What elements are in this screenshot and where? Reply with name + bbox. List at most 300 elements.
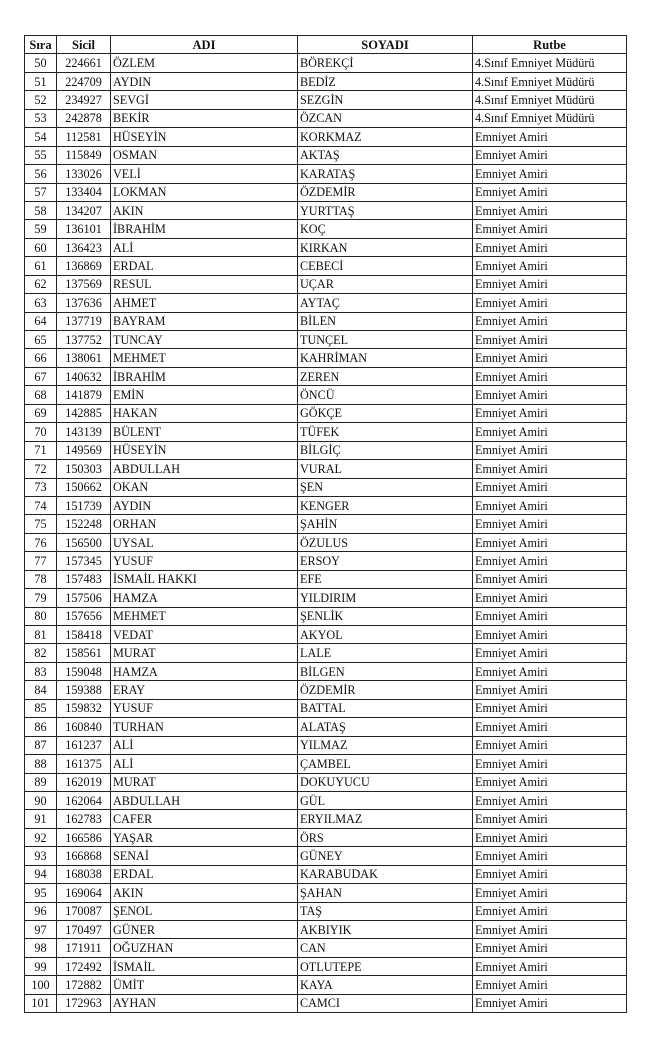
cell-rutbe: Emniyet Amiri [473,773,627,791]
cell-soyadi: ÖRS [298,828,473,846]
cell-soyadi: BİLEN [298,312,473,330]
cell-adi: ÖZLEM [111,54,298,72]
cell-sira: 69 [25,404,57,422]
cell-soyadi: AKTAŞ [298,146,473,164]
cell-sira: 89 [25,773,57,791]
cell-rutbe: Emniyet Amiri [473,238,627,256]
cell-sicil: 159388 [57,681,111,699]
cell-rutbe: Emniyet Amiri [473,423,627,441]
cell-sira: 87 [25,736,57,754]
cell-sicil: 162019 [57,773,111,791]
cell-rutbe: Emniyet Amiri [473,755,627,773]
table-row [25,423,627,441]
cell-adi: BAYRAM [111,312,298,330]
cell-soyadi: AKYOL [298,626,473,644]
cell-sira: 91 [25,810,57,828]
table-row [25,201,627,219]
cell-sira: 82 [25,644,57,662]
cell-adi: AYDIN [111,496,298,514]
cell-adi: ALİ [111,755,298,773]
cell-rutbe: Emniyet Amiri [473,865,627,883]
table-row [25,755,627,773]
cell-rutbe: Emniyet Amiri [473,165,627,183]
table-row [25,386,627,404]
header-soyadi: SOYADI [298,36,473,54]
cell-sicil: 133026 [57,165,111,183]
table-row [25,828,627,846]
cell-sira: 76 [25,533,57,551]
cell-adi: İSMAİL [111,957,298,975]
cell-soyadi: SEZGİN [298,91,473,109]
personnel-list-page [24,35,627,1013]
cell-sira: 59 [25,220,57,238]
cell-rutbe: Emniyet Amiri [473,921,627,939]
cell-sicil: 158418 [57,626,111,644]
cell-sira: 98 [25,939,57,957]
cell-soyadi: GÜL [298,791,473,809]
cell-sira: 92 [25,828,57,846]
cell-adi: AKIN [111,201,298,219]
cell-sira: 93 [25,847,57,865]
cell-sicil: 170087 [57,902,111,920]
table-row [25,312,627,330]
header-sira: Sıra [25,36,57,54]
cell-rutbe: Emniyet Amiri [473,220,627,238]
cell-adi: AYDIN [111,72,298,90]
cell-sira: 58 [25,201,57,219]
cell-sicil: 140632 [57,367,111,385]
cell-sicil: 137569 [57,275,111,293]
table-row [25,662,627,680]
cell-rutbe: Emniyet Amiri [473,828,627,846]
cell-rutbe: Emniyet Amiri [473,128,627,146]
cell-rutbe: Emniyet Amiri [473,349,627,367]
table-row [25,367,627,385]
cell-soyadi: ERSOY [298,552,473,570]
cell-rutbe: Emniyet Amiri [473,386,627,404]
cell-rutbe: Emniyet Amiri [473,976,627,994]
table-row [25,681,627,699]
cell-adi: TURHAN [111,718,298,736]
table-row [25,165,627,183]
table-row [25,441,627,459]
cell-rutbe: Emniyet Amiri [473,626,627,644]
cell-adi: HAMZA [111,589,298,607]
cell-adi: HÜSEYİN [111,128,298,146]
cell-rutbe: Emniyet Amiri [473,791,627,809]
cell-rutbe: Emniyet Amiri [473,257,627,275]
cell-sira: 54 [25,128,57,146]
cell-sira: 50 [25,54,57,72]
cell-adi: İBRAHİM [111,220,298,238]
cell-sicil: 161375 [57,755,111,773]
cell-sicil: 137719 [57,312,111,330]
cell-sira: 66 [25,349,57,367]
cell-rutbe: Emniyet Amiri [473,312,627,330]
cell-adi: YUSUF [111,699,298,717]
cell-adi: TUNCAY [111,331,298,349]
cell-adi: HÜSEYİN [111,441,298,459]
cell-rutbe: Emniyet Amiri [473,331,627,349]
cell-adi: AHMET [111,294,298,312]
cell-rutbe: Emniyet Amiri [473,552,627,570]
cell-sira: 81 [25,626,57,644]
table-row [25,515,627,533]
cell-sira: 56 [25,165,57,183]
cell-sira: 83 [25,662,57,680]
cell-sira: 68 [25,386,57,404]
cell-sira: 65 [25,331,57,349]
table-row [25,847,627,865]
table-row [25,257,627,275]
cell-sicil: 115849 [57,146,111,164]
cell-sira: 53 [25,109,57,127]
cell-sira: 80 [25,607,57,625]
cell-adi: ERDAL [111,865,298,883]
cell-soyadi: ÖNCÜ [298,386,473,404]
cell-adi: YUSUF [111,552,298,570]
table-row [25,939,627,957]
cell-soyadi: OTLUTEPE [298,957,473,975]
table-row [25,902,627,920]
cell-sicil: 138061 [57,349,111,367]
table-row [25,496,627,514]
cell-adi: ŞENOL [111,902,298,920]
cell-sira: 60 [25,238,57,256]
table-row [25,460,627,478]
cell-soyadi: GÜNEY [298,847,473,865]
cell-adi: MURAT [111,644,298,662]
cell-sicil: 137636 [57,294,111,312]
cell-rutbe: 4.Sınıf Emniyet Müdürü [473,54,627,72]
cell-sira: 95 [25,884,57,902]
cell-soyadi: ÖZULUS [298,533,473,551]
cell-sicil: 136423 [57,238,111,256]
cell-sira: 52 [25,91,57,109]
cell-adi: ABDULLAH [111,460,298,478]
table-row [25,478,627,496]
cell-adi: AKIN [111,884,298,902]
cell-sira: 99 [25,957,57,975]
cell-sira: 101 [25,994,57,1012]
cell-sira: 55 [25,146,57,164]
cell-soyadi: TUNÇEL [298,331,473,349]
cell-rutbe: Emniyet Amiri [473,589,627,607]
cell-sira: 64 [25,312,57,330]
cell-sira: 74 [25,496,57,514]
cell-sicil: 171911 [57,939,111,957]
cell-rutbe: Emniyet Amiri [473,699,627,717]
cell-adi: BÜLENT [111,423,298,441]
cell-adi: ABDULLAH [111,791,298,809]
table-row [25,72,627,90]
cell-rutbe: Emniyet Amiri [473,570,627,588]
cell-rutbe: Emniyet Amiri [473,939,627,957]
cell-sicil: 172882 [57,976,111,994]
cell-adi: RESUL [111,275,298,293]
table-row [25,957,627,975]
cell-adi: ÜMİT [111,976,298,994]
cell-adi: OĞUZHAN [111,939,298,957]
cell-adi: UYSAL [111,533,298,551]
cell-rutbe: Emniyet Amiri [473,662,627,680]
cell-sira: 94 [25,865,57,883]
cell-adi: BEKİR [111,109,298,127]
cell-sicil: 158561 [57,644,111,662]
cell-adi: İSMAİL HAKKI [111,570,298,588]
table-row [25,865,627,883]
cell-rutbe: Emniyet Amiri [473,994,627,1012]
cell-sicil: 162064 [57,791,111,809]
cell-sira: 73 [25,478,57,496]
cell-sicil: 160840 [57,718,111,736]
cell-sicil: 134207 [57,201,111,219]
cell-soyadi: ÖZDEMİR [298,183,473,201]
cell-adi: EMİN [111,386,298,404]
cell-sicil: 133404 [57,183,111,201]
table-row [25,404,627,422]
cell-sicil: 150303 [57,460,111,478]
table-row [25,718,627,736]
table-row [25,921,627,939]
cell-soyadi: CEBECİ [298,257,473,275]
cell-rutbe: Emniyet Amiri [473,681,627,699]
cell-sicil: 166586 [57,828,111,846]
cell-rutbe: Emniyet Amiri [473,884,627,902]
cell-soyadi: ÇAMBEL [298,755,473,773]
cell-rutbe: Emniyet Amiri [473,607,627,625]
table-row [25,109,627,127]
cell-soyadi: KARATAŞ [298,165,473,183]
table-row [25,644,627,662]
cell-adi: MEHMET [111,607,298,625]
cell-sira: 70 [25,423,57,441]
cell-soyadi: CAN [298,939,473,957]
cell-soyadi: CAMCI [298,994,473,1012]
cell-soyadi: YILMAZ [298,736,473,754]
cell-soyadi: KIRKAN [298,238,473,256]
cell-sicil: 152248 [57,515,111,533]
cell-rutbe: Emniyet Amiri [473,515,627,533]
cell-sicil: 157506 [57,589,111,607]
table-header-row [25,36,627,54]
cell-sicil: 162783 [57,810,111,828]
cell-sicil: 172963 [57,994,111,1012]
cell-sira: 79 [25,589,57,607]
cell-rutbe: Emniyet Amiri [473,957,627,975]
cell-adi: SENAİ [111,847,298,865]
table-row [25,699,627,717]
cell-sicil: 166868 [57,847,111,865]
cell-adi: ALİ [111,736,298,754]
cell-rutbe: Emniyet Amiri [473,533,627,551]
cell-sicil: 157345 [57,552,111,570]
cell-soyadi: ŞAHAN [298,884,473,902]
cell-sicil: 137752 [57,331,111,349]
cell-sicil: 159832 [57,699,111,717]
cell-sira: 67 [25,367,57,385]
cell-sicil: 112581 [57,128,111,146]
cell-sira: 90 [25,791,57,809]
cell-sicil: 242878 [57,109,111,127]
cell-adi: ERDAL [111,257,298,275]
cell-soyadi: ERYILMAZ [298,810,473,828]
cell-sicil: 234927 [57,91,111,109]
cell-soyadi: TAŞ [298,902,473,920]
table-row [25,183,627,201]
personnel-table [24,35,627,1013]
cell-sicil: 151739 [57,496,111,514]
cell-sira: 86 [25,718,57,736]
table-row [25,626,627,644]
cell-soyadi: KORKMAZ [298,128,473,146]
cell-sicil: 150662 [57,478,111,496]
cell-sira: 57 [25,183,57,201]
cell-adi: VELİ [111,165,298,183]
cell-rutbe: Emniyet Amiri [473,847,627,865]
cell-sicil: 169064 [57,884,111,902]
table-row [25,884,627,902]
table-row [25,607,627,625]
cell-sicil: 156500 [57,533,111,551]
cell-soyadi: YILDIRIM [298,589,473,607]
cell-sira: 100 [25,976,57,994]
table-row [25,976,627,994]
table-row [25,331,627,349]
cell-rutbe: Emniyet Amiri [473,146,627,164]
cell-sira: 85 [25,699,57,717]
cell-sicil: 143139 [57,423,111,441]
cell-adi: OKAN [111,478,298,496]
cell-sira: 71 [25,441,57,459]
cell-sicil: 170497 [57,921,111,939]
cell-adi: MURAT [111,773,298,791]
cell-sira: 96 [25,902,57,920]
cell-soyadi: BÖREKÇİ [298,54,473,72]
cell-rutbe: Emniyet Amiri [473,294,627,312]
cell-soyadi: AYTAÇ [298,294,473,312]
cell-sira: 77 [25,552,57,570]
cell-adi: GÜNER [111,921,298,939]
cell-rutbe: Emniyet Amiri [473,810,627,828]
cell-soyadi: EFE [298,570,473,588]
cell-sira: 97 [25,921,57,939]
table-row [25,220,627,238]
cell-soyadi: TÜFEK [298,423,473,441]
cell-sira: 63 [25,294,57,312]
cell-sira: 62 [25,275,57,293]
cell-soyadi: ZEREN [298,367,473,385]
cell-rutbe: 4.Sınıf Emniyet Müdürü [473,91,627,109]
cell-adi: LOKMAN [111,183,298,201]
table-row [25,294,627,312]
table-row [25,810,627,828]
header-adi: ADI [111,36,298,54]
cell-rutbe: Emniyet Amiri [473,902,627,920]
cell-sicil: 142885 [57,404,111,422]
cell-soyadi: UÇAR [298,275,473,293]
cell-sicil: 224661 [57,54,111,72]
cell-soyadi: KARABUDAK [298,865,473,883]
cell-rutbe: Emniyet Amiri [473,367,627,385]
table-row [25,128,627,146]
cell-soyadi: KOÇ [298,220,473,238]
table-row [25,736,627,754]
cell-adi: CAFER [111,810,298,828]
header-rutbe: Rutbe [473,36,627,54]
cell-soyadi: KAYA [298,976,473,994]
cell-sicil: 168038 [57,865,111,883]
cell-sicil: 161237 [57,736,111,754]
table-row [25,533,627,551]
cell-rutbe: Emniyet Amiri [473,644,627,662]
cell-soyadi: DOKUYUCU [298,773,473,791]
cell-adi: ORHAN [111,515,298,533]
cell-sicil: 157656 [57,607,111,625]
cell-adi: VEDAT [111,626,298,644]
cell-adi: ALİ [111,238,298,256]
table-row [25,791,627,809]
cell-soyadi: BİLGEN [298,662,473,680]
cell-soyadi: LALE [298,644,473,662]
cell-sira: 61 [25,257,57,275]
cell-rutbe: Emniyet Amiri [473,718,627,736]
cell-rutbe: Emniyet Amiri [473,183,627,201]
cell-soyadi: BİLGİÇ [298,441,473,459]
cell-sira: 78 [25,570,57,588]
cell-soyadi: AKBIYIK [298,921,473,939]
cell-adi: ERAY [111,681,298,699]
cell-soyadi: BATTAL [298,699,473,717]
cell-soyadi: BEDİZ [298,72,473,90]
cell-soyadi: YURTTAŞ [298,201,473,219]
table-row [25,146,627,164]
cell-sicil: 141879 [57,386,111,404]
cell-sicil: 149569 [57,441,111,459]
cell-soyadi: ÖZDEMİR [298,681,473,699]
cell-rutbe: Emniyet Amiri [473,275,627,293]
table-row [25,54,627,72]
cell-adi: İBRAHİM [111,367,298,385]
header-sicil: Sicil [57,36,111,54]
cell-soyadi: VURAL [298,460,473,478]
cell-rutbe: Emniyet Amiri [473,460,627,478]
cell-rutbe: Emniyet Amiri [473,736,627,754]
cell-sicil: 159048 [57,662,111,680]
table-row [25,570,627,588]
cell-rutbe: Emniyet Amiri [473,201,627,219]
table-row [25,275,627,293]
cell-adi: HAMZA [111,662,298,680]
table-row [25,91,627,109]
table-row [25,552,627,570]
table-row [25,994,627,1012]
table-row [25,238,627,256]
cell-adi: MEHMET [111,349,298,367]
cell-adi: OSMAN [111,146,298,164]
table-row [25,349,627,367]
cell-adi: AYHAN [111,994,298,1012]
cell-soyadi: ŞEN [298,478,473,496]
cell-sicil: 136101 [57,220,111,238]
cell-rutbe: Emniyet Amiri [473,404,627,422]
cell-soyadi: KAHRİMAN [298,349,473,367]
cell-sira: 51 [25,72,57,90]
cell-rutbe: 4.Sınıf Emniyet Müdürü [473,72,627,90]
cell-sicil: 172492 [57,957,111,975]
cell-sira: 88 [25,755,57,773]
cell-rutbe: Emniyet Amiri [473,441,627,459]
